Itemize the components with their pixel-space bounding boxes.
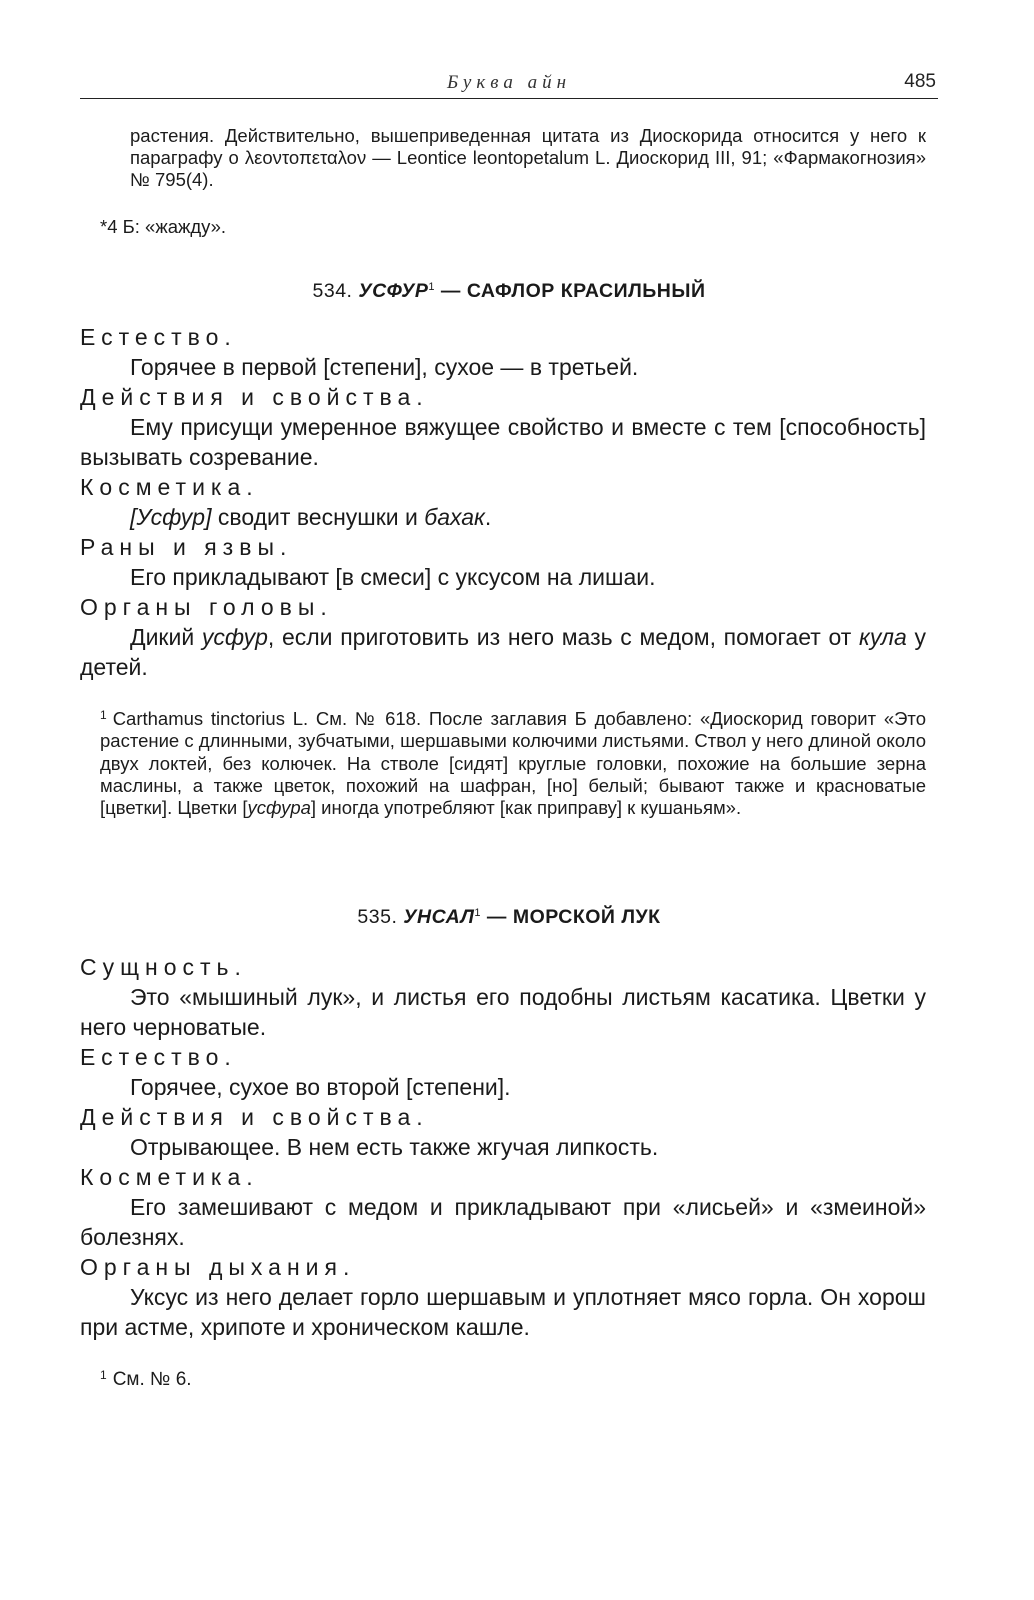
footnote-mark: 1 [100, 708, 107, 722]
article-535-footnote [100, 1364, 926, 1391]
section-text: Это «мышиный лук», и листья его подобны листьям касатика. Цветки у него черноватые. [80, 984, 926, 1040]
article-535-footnote-ref: 1 [474, 907, 482, 919]
text-run: Carthamus tinctorius L. См. № 618. После заглавия Б добавлено: «Диоскорид говорит «Это растение с длинными, зубчатыми, шершавыми колючими листьями. Ствол у него длиной около двух локтей, без колючек. На стволе [сидят] круглые головки, похожие на большие зерна маслины, а также цветок, похожий на шафран, [но] белый; бывают также и красноватые [цветки]. Цветки [ [100, 708, 926, 819]
footnote-4 [100, 216, 926, 238]
footnote-text [100, 1364, 926, 1391]
term-usfur: усфур [201, 624, 268, 650]
article-534-footnote [100, 704, 926, 819]
section-label: Действия и свойства. [80, 1104, 429, 1130]
section-text: Его замешивают с медом и прикладывают при «лисьей» и «змеиной» болезнях. [80, 1194, 926, 1250]
term-usfura: усфура [247, 797, 311, 819]
section-label: Органы головы. [80, 594, 333, 620]
section-label: Действия и свойства. [80, 384, 429, 410]
text-run: , если приготовить из него мазь с медом, помогает от [267, 624, 859, 650]
section-label: Раны и язвы. [80, 534, 293, 560]
article-534-body [80, 322, 926, 682]
section-label: Косметика. [80, 474, 259, 500]
text-run: См. № 6. [112, 1369, 192, 1390]
article-534-title: — САФЛОР КРАСИЛЬНЫЙ [435, 280, 706, 302]
text-run: у детей. [80, 624, 927, 680]
running-head [80, 64, 938, 99]
section-text: Уксус из него делает горло шершавым и уплотняет мясо горла. Он хорош при астме, хрипоте и хроническом кашле. [80, 1284, 926, 1340]
footnote-text [100, 704, 926, 819]
section-label: Естество. [80, 324, 237, 350]
text-run: . [484, 504, 492, 530]
section-label: Сущность. [80, 954, 247, 980]
text-run: Дикий [130, 624, 202, 650]
footnote-4-text: *4 Б: «жажду». [100, 216, 227, 237]
section-label: Косметика. [80, 1164, 259, 1190]
article-535-heading [80, 906, 938, 929]
section-text [80, 622, 926, 682]
text-run: ] иногда употребляют [как приправу] к кушаньям». [310, 797, 742, 819]
section-text [80, 502, 926, 532]
section-text: Его прикладывают [в смеси] с уксусом на лишаи. [130, 564, 656, 590]
article-534-number: 534. [312, 280, 353, 302]
article-535-body [80, 952, 926, 1342]
section-text: Горячее, сухое во второй [степени]. [130, 1074, 511, 1100]
text-run: сводит веснушки и [211, 504, 425, 530]
term-usfur: [Усфур] [130, 504, 212, 530]
section-text: Ему присущи умеренное вяжущее свойство и вместе с тем [способность] вызывать созревание. [80, 414, 926, 470]
section-text: Горячее в первой [степени], сухое — в третьей. [130, 354, 639, 380]
footnote-mark: 1 [100, 1368, 107, 1382]
section-label: Органы дыхания. [80, 1254, 356, 1280]
page-number: 485 [904, 71, 936, 92]
continued-footnote [130, 125, 926, 191]
article-535-title: — МОРСКОЙ ЛУК [481, 906, 661, 928]
article-534-heading [80, 280, 938, 303]
term-bahak: бахак [424, 504, 485, 530]
article-534-term: УСФУР [358, 280, 429, 302]
continued-footnote-text: растения. Действительно, вышеприведенная цитата из Диоскорида относится у него к параграфу о λεοντοπεταλον — Leontice leontopetalum L. Диоскорид III, 91; «Фармакогнозия» № 795(4). [130, 125, 926, 190]
term-kula: кула [858, 624, 907, 650]
article-535-term: УНСАЛ [403, 906, 475, 928]
section-text: Отрывающее. В нем есть также жгучая липкость. [130, 1134, 659, 1160]
running-head-title: Буква айн [446, 72, 572, 93]
section-label: Естество. [80, 1044, 237, 1070]
article-534-footnote-ref: 1 [428, 281, 435, 293]
article-535-number: 535. [357, 906, 398, 928]
